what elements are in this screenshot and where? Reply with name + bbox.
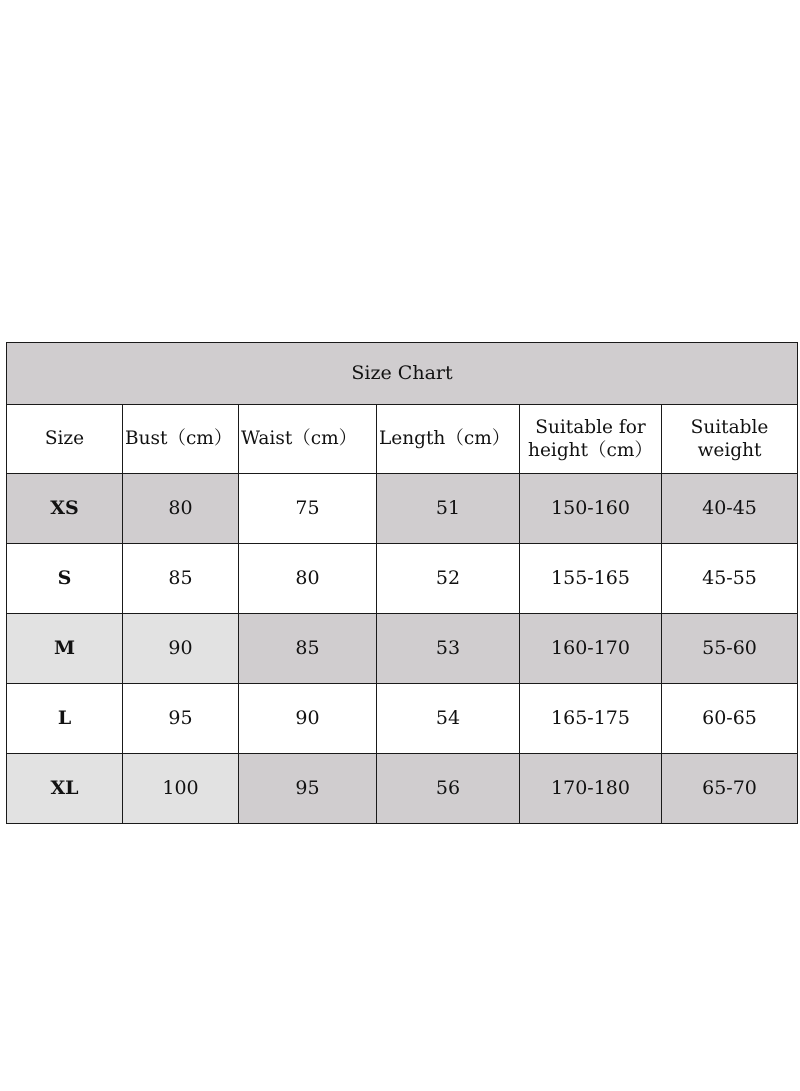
weight-cell: 40-45 — [662, 474, 798, 544]
header-height — [520, 405, 662, 474]
table-row — [7, 544, 798, 614]
length-cell: 53 — [377, 614, 520, 684]
length-cell: 54 — [377, 684, 520, 754]
table-row — [7, 614, 798, 684]
waist-cell: 85 — [239, 614, 377, 684]
waist-cell: 90 — [239, 684, 377, 754]
table-row — [7, 474, 798, 544]
header-row — [7, 405, 798, 474]
header-waist: Waist（cm） — [239, 405, 377, 474]
title-row — [7, 343, 798, 405]
length-cell: 51 — [377, 474, 520, 544]
waist-cell: 80 — [239, 544, 377, 614]
waist-cell: 75 — [239, 474, 377, 544]
header-height-line1: Suitable for — [535, 416, 646, 438]
height-cell: 160-170 — [520, 614, 662, 684]
length-cell: 52 — [377, 544, 520, 614]
table-row — [7, 754, 798, 824]
height-cell: 150-160 — [520, 474, 662, 544]
table-row — [7, 684, 798, 754]
chart-title: Size Chart — [7, 343, 798, 405]
header-weight-line2: weight — [697, 440, 762, 461]
length-cell: 56 — [377, 754, 520, 824]
weight-cell: 65-70 — [662, 754, 798, 824]
height-cell: 155-165 — [520, 544, 662, 614]
bust-cell: 80 — [123, 474, 239, 544]
bust-cell: 90 — [123, 614, 239, 684]
header-height-line2: height（cm） — [528, 440, 653, 461]
header-weight-line1: Suitable — [690, 416, 769, 438]
size-chart-table — [6, 342, 798, 824]
header-size: Size — [7, 405, 123, 474]
size-cell: S — [7, 544, 123, 614]
bust-cell: 85 — [123, 544, 239, 614]
size-cell: M — [7, 614, 123, 684]
bust-cell: 100 — [123, 754, 239, 824]
header-weight — [662, 405, 798, 474]
height-cell: 170-180 — [520, 754, 662, 824]
header-bust: Bust（cm） — [123, 405, 239, 474]
header-length: Length（cm） — [377, 405, 520, 474]
weight-cell: 60-65 — [662, 684, 798, 754]
height-cell: 165-175 — [520, 684, 662, 754]
waist-cell: 95 — [239, 754, 377, 824]
bust-cell: 95 — [123, 684, 239, 754]
size-cell: L — [7, 684, 123, 754]
weight-cell: 45-55 — [662, 544, 798, 614]
size-cell: XL — [7, 754, 123, 824]
size-cell: XS — [7, 474, 123, 544]
weight-cell: 55-60 — [662, 614, 798, 684]
